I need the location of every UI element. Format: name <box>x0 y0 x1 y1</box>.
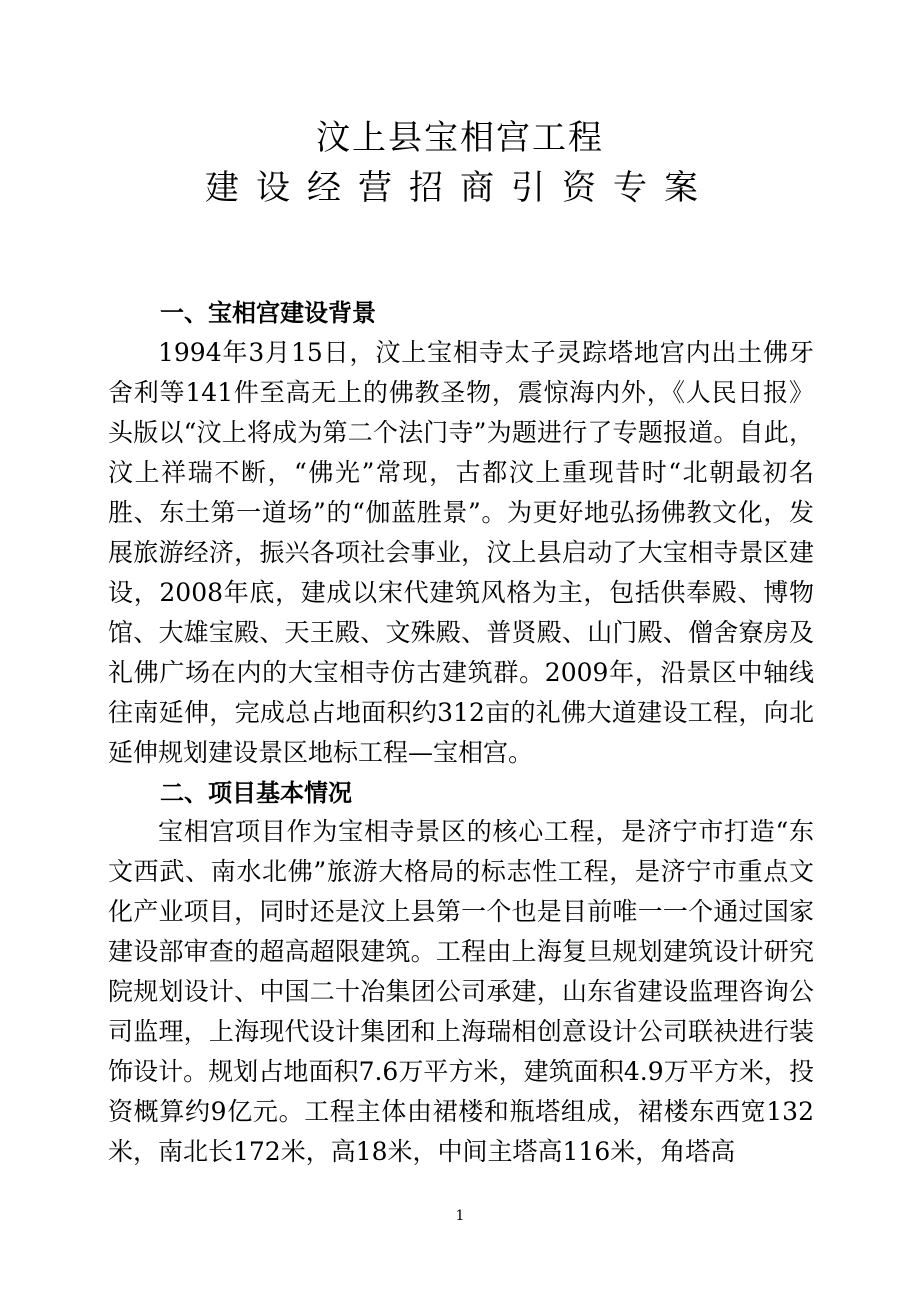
section-heading-background: 一、宝相宫建设背景 <box>160 299 376 327</box>
document-title: 汶上县宝相宫工程 <box>316 118 604 158</box>
section-paragraph-background: 1994年3月15日，汶上宝相寺太子灵踪塔地宫内出土佛牙舍利等141件至高无上的佛教圣物，震惊海内外，《人民日报》头版以“汶上将成为第二个法门寺”为题进行了专题报道。自此，汶上祥瑞不断，“佛光”常现，古都汶上重现昔时“北朝最初名胜、东土第一道场”的“伽蓝胜景”。为更好地弘扬佛教文化，发展旅游经济，振兴各项社会事业，汶上县启动了大宝相寺景区建设，2008年底，建成以宋代建筑风格为主，包括供奉殿、博物馆、大雄宝殿、天王殿、文殊殿、普贤殿、山门殿、僧舍寮房及礼佛广场在内的大宝相寺仿古建筑群。2009年，沿景区中轴线往南延伸，完成总占地面积约312亩的礼佛大道建设工程，向北延伸规划建设景区地标工程—宝相宫。 <box>108 338 814 767</box>
page-number: 1 <box>455 1208 465 1224</box>
document-subtitle: 建设经营招商引资专案 <box>205 168 715 208</box>
section-paragraph-project-info: 宝相宫项目作为宝相寺景区的核心工程，是济宁市打造“东文西武、南水北佛”旅游大格局的标志性工程，是济宁市重点文化产业项目，同时还是汶上县第一个也是目前唯一一个通过国家建设部审查的超高超限建筑。工程由上海复旦规划建筑设计研究院规划设计、中国二十冶集团公司承建，山东省建设监理咨询公司监理，上海现代设计集团和上海瑞相创意设计公司联袂进行装饰设计。规划占地面积7.6万平方米，建筑面积4.9万平方米，投资概算约9亿元。工程主体由裙楼和瓶塔组成，裙楼东西宽132米，南北长172米，高18米，中间主塔高116米，角塔高 <box>108 817 814 1166</box>
section-heading-project-info: 二、项目基本情况 <box>160 779 352 807</box>
